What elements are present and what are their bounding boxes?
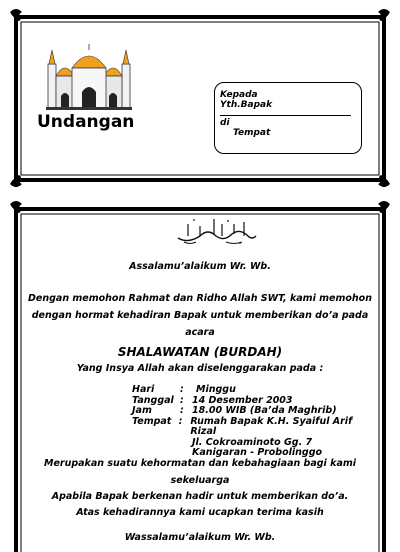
address-line-2: Kanigaran - Probolinggo xyxy=(192,447,323,458)
address-line xyxy=(220,115,351,116)
address-line-1: Jl. Cokroaminoto Gg. 7 xyxy=(192,436,313,448)
closing-line-1: Merupakan suatu kehormatan dan kebahagiaan bagi kami xyxy=(43,458,357,469)
address-kepada: Kepada xyxy=(220,90,258,100)
address-yth: Yth.Bapak xyxy=(220,100,273,110)
closing-line-2: sekeluarga xyxy=(170,475,230,486)
invitation-title: Undangan xyxy=(37,112,135,132)
held-on: Yang Insya Allah akan diselenggarakan pada : xyxy=(76,363,324,374)
basmalah-calligraphy xyxy=(174,216,260,246)
letter-card xyxy=(8,200,392,552)
intro-line-2: dengan hormat kehadiran Bapak untuk memberikan do’a pada xyxy=(31,310,369,321)
envelope-card xyxy=(8,8,392,188)
address-di: di xyxy=(220,118,230,128)
intro-line-3: acara xyxy=(185,327,215,338)
address-tempat: Tempat xyxy=(233,128,271,138)
detail-row-tempat: Tempat : Rumah Bapak K.H. Syaiful Arif Rizal xyxy=(132,415,353,437)
closing-line-3: Apabila Bapak berkenan hadir untuk memberikan do’a. xyxy=(51,491,349,502)
closing-line-4: Atas kehadirannya kami ucapkan terima kasih xyxy=(76,507,324,518)
address-box xyxy=(214,82,362,154)
event-name: SHALAWATAN (BURDAH) xyxy=(117,345,283,359)
detail-row-hari: Hari : Minggu xyxy=(132,384,236,395)
intro-line-1: Dengan memohon Rahmat dan Ridho Allah SWT, kami memohon xyxy=(28,293,372,304)
greeting: Assalamu’alaikum Wr. Wb. xyxy=(129,261,271,272)
event-details xyxy=(132,385,376,459)
letter-content xyxy=(24,200,376,552)
farewell: Wassalamu’alaikum Wr. Wb. xyxy=(124,532,276,543)
detail-row-tanggal: Tanggal : 14 Desember 2003 xyxy=(132,394,293,406)
detail-row-jam: Jam : 18.00 WIB (Ba’da Maghrib) xyxy=(132,405,337,416)
mosque-icon xyxy=(46,44,132,110)
